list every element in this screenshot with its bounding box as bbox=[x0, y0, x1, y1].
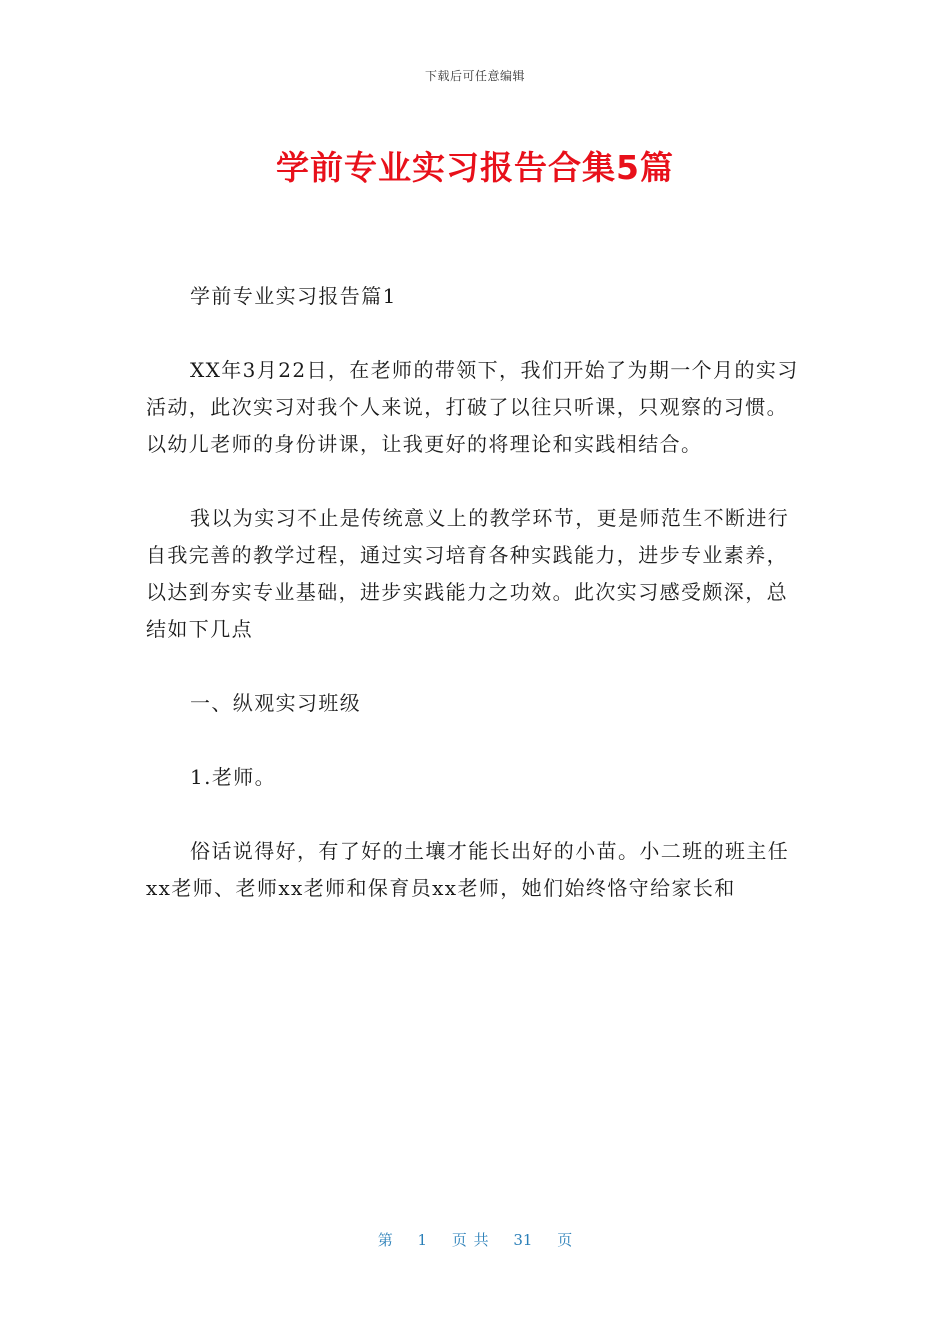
paragraph: 俗话说得好，有了好的土壤才能长出好的小苗。小二班的班主任xx老师、老师xx老师和保育员xx老师，她们始终恪守给家长和 bbox=[146, 839, 790, 900]
total-pages-number: 31 bbox=[513, 1231, 533, 1249]
subsection-heading: 一、纵观实习班级 bbox=[190, 691, 362, 715]
section-heading: 学前专业实习报告篇1 bbox=[190, 284, 397, 308]
paragraph: 我以为实习不止是传统意义上的教学环节，更是师范生不断进行自我完善的教学过程，通过实习培育各种实践能力，进步专业素养，以达到夯实专业基础，进步实践能力之功效。此次实习感受颇深，总结如下几点 bbox=[146, 506, 790, 641]
list-item-heading: 1.老师。 bbox=[190, 765, 277, 789]
header-note: 下载后可任意编辑 bbox=[424, 69, 525, 83]
footer-suffix: 页 bbox=[557, 1231, 573, 1249]
page-footer bbox=[0, 1229, 950, 1250]
current-page-number: 1 bbox=[417, 1231, 428, 1249]
footer-prefix: 第 bbox=[377, 1231, 393, 1249]
footer-middle: 页 共 bbox=[451, 1231, 489, 1249]
paragraph: XX年3月22日，在老师的带领下，我们开始了为期一个月的实习活动，此次实习对我个人来说，打破了以往只听课，只观察的习惯。以幼儿老师的身份讲课，让我更好的将理论和实践相结合。 bbox=[146, 358, 799, 456]
document-title: 学前专业实习报告合集5篇 bbox=[276, 148, 674, 187]
document-body bbox=[146, 278, 806, 944]
